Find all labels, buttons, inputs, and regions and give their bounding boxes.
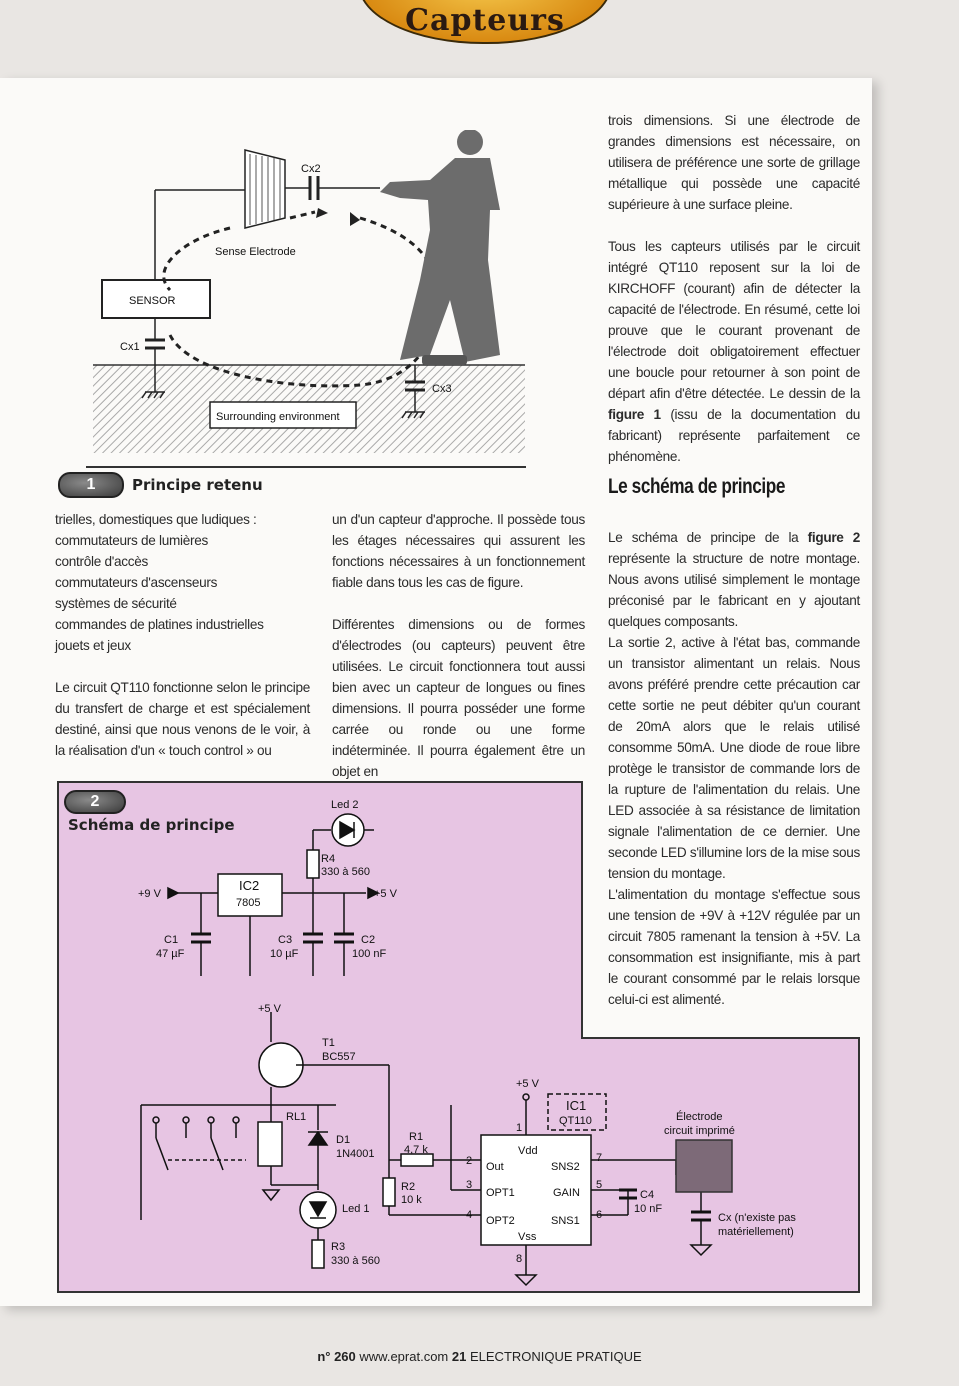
label-led1: Led 1 [342, 1203, 370, 1215]
label-out: Out [486, 1161, 504, 1173]
person-silhouette [380, 130, 500, 365]
figure-1-caption [58, 472, 263, 498]
label-r3: R3 [331, 1241, 346, 1253]
label-r1: R1 [409, 1131, 424, 1143]
label-opt2: OPT2 [486, 1215, 515, 1227]
label-r4: R4 [321, 853, 336, 865]
label-electrode1: Électrode [676, 1111, 723, 1123]
paragraph-text: (issu de la documentation du fabricant) représente parfaitement ce phénomène. [608, 407, 861, 464]
figure-1-diagram [60, 130, 540, 470]
label-surrounding: Surrounding environment [216, 411, 340, 423]
figure-2-badge [64, 790, 126, 814]
list-line: contrôle d'accès [55, 554, 149, 569]
label-cx2: matériellement) [718, 1226, 794, 1238]
label-vdd: Vdd [518, 1145, 538, 1157]
label-c4: C4 [640, 1189, 655, 1201]
label-vin: +9 V [138, 888, 161, 900]
label-c4-val: 10 nF [634, 1203, 663, 1215]
list-line: trielles, domestiques que ludiques : [55, 512, 257, 527]
column-middle [332, 509, 585, 782]
figure-2-schematic [56, 780, 862, 1296]
section-heading: Le schéma de principe [608, 475, 786, 498]
label-sensor: SENSOR [129, 295, 176, 307]
paragraph: La sortie 2, active à l'état bas, commande un transistor alimentant un relais. Nous avons préféré prendre cette précaution car cette sortie ne peut débiter qu'un courant de 20mA alors que le relais utilisé consomme 50mA. Une diode de roue libre protège le transistor de commande lors de la rupture de l'alimentation du relais. Une LED associée à sa résistance de limitation signale l'alimentation de ce dernier. Une seconde LED s'illumine lors de la mise sous tension du montage. [608, 635, 860, 881]
label-r1-val: 4,7 k [404, 1144, 428, 1156]
label-led2: Led 2 [331, 799, 359, 811]
figure-1-number: 1 [58, 472, 124, 498]
footer-page: 21 [451, 1349, 467, 1364]
list-line: systèmes de sécurité [55, 596, 177, 611]
label-d1: D1 [336, 1134, 351, 1146]
label-r2-val: 10 k [401, 1194, 422, 1206]
paragraph [608, 236, 860, 467]
footer-magazine: ELECTRONIQUE PRATIQUE [469, 1349, 642, 1364]
figure-2-title: Schéma de principe [68, 816, 235, 834]
electrode-pad [676, 1140, 732, 1192]
column-left [55, 509, 310, 761]
label-sns2: SNS2 [551, 1161, 580, 1173]
column-right [608, 110, 860, 467]
figure-2-number: 2 [64, 790, 126, 814]
label-gain: GAIN [553, 1187, 580, 1199]
pin-8: 8 [516, 1253, 523, 1265]
paragraph: trois dimensions. Si une électrode de grandes dimensions est nécessaire, on utilisera de préférence une sorte de grillage métallique qui possède une capacité supérieure à une surface pleine. [608, 113, 860, 212]
paragraph: Différentes dimensions ou de formes d'électrodes (ou capteurs) peuvent être utilisées. Le circuit fonctionnera tout aussi bien avec un capteur de longues ou fines dimensions. Il pourra posséder une forme carrée ou ronde ou une forme indéterminée. Il pourra également être un objet en [332, 617, 585, 779]
sense-electrode-shape [245, 150, 285, 228]
label-v5-t1: +5 V [258, 1003, 281, 1015]
list-line: commandes de platines industrielles [55, 617, 264, 632]
figure-1-title: Principe retenu [132, 476, 263, 494]
label-v5-ic1: +5 V [516, 1078, 539, 1090]
pin-5: 5 [596, 1179, 603, 1191]
paragraph-text: Tous les capteurs utilisés par le circuit intégré QT110 reposent sur la loi de KIRCHOFF (courant) afin de détecter la capacité de l'électrode. En résumé, cette loi prouve que le courant provenant de l'électrode doit obligatoirement effectuer une boucle pour retourner à son point de départ afin d'être détectée. Le dessin de la [608, 239, 860, 401]
paragraph: Le circuit QT110 fonctionne selon le principe du transfert de charge et est spécialement destiné, ainsi que nous venons de le voir, à la réalisation d'un « touch control » ou [55, 680, 310, 758]
pin-2: 2 [466, 1155, 473, 1167]
list-line: commutateurs d'ascenseurs [55, 575, 218, 590]
label-rl1: RL1 [286, 1111, 307, 1123]
paragraph: un d'un capteur d'approche. Il possède tous les étages nécessaires qui assurent les fonctions nécessaires à un fonctionnement fiable dans tous les cas de figure. [332, 512, 585, 590]
label-ic1-part: QT110 [559, 1115, 592, 1127]
label-opt1: OPT1 [486, 1187, 515, 1199]
label-r3-val: 330 à 560 [331, 1255, 380, 1267]
label-vss: Vss [518, 1231, 537, 1243]
pin-1: 1 [516, 1122, 523, 1134]
pin-6: 6 [596, 1209, 603, 1221]
paragraph-text: Le schéma de principe de la [608, 530, 808, 545]
paragraph [608, 527, 860, 632]
label-r2: R2 [401, 1181, 416, 1193]
label-c1-val: 47 µF [156, 948, 185, 960]
paragraph: L'alimentation du montage s'effectue sous une tension de +9V à +12V régulée par un circuit 7805 ramenant la tension à +5V. La consommation est insignifiante, mis à part le courant consommé par le relais lorsque celui-ci est alimenté. [608, 887, 860, 1007]
label-t1-part: BC557 [322, 1051, 356, 1063]
label-cx1: Cx (n'existe pas [718, 1212, 796, 1224]
label-electrode2: circuit imprimé [664, 1125, 735, 1137]
paragraph-text: représente la structure de notre montage. Nous avons utilisé simplement le montage préconisé par le fabricant en y ajoutant quelques composants. [608, 551, 860, 629]
footer-issue: n° 260 [317, 1349, 356, 1364]
footer-site: www.eprat.com [359, 1349, 449, 1364]
label-sns1: SNS1 [551, 1215, 580, 1227]
label-c2: C2 [361, 934, 376, 946]
figure-1-rule [86, 466, 526, 468]
list-line: commutateurs de lumières [55, 533, 208, 548]
label-cx3: Cx3 [432, 383, 452, 395]
figure-ref: figure 1 [608, 407, 661, 422]
pin-7: 7 [596, 1152, 603, 1164]
label-c1: C1 [164, 934, 179, 946]
label-t1: T1 [322, 1037, 335, 1049]
pin-3: 3 [466, 1179, 473, 1191]
label-c3: C3 [278, 934, 293, 946]
section-banner [358, 0, 612, 44]
label-cx2: Cx2 [301, 163, 321, 175]
label-r4-val: 330 à 560 [321, 866, 370, 878]
label-c3-val: 10 µF [270, 948, 299, 960]
pin-4: 4 [466, 1209, 473, 1221]
label-ic2-part: 7805 [236, 897, 261, 909]
label-c2-val: 100 nF [352, 948, 387, 960]
label-cx1: Cx1 [120, 341, 140, 353]
label-ic1: IC1 [566, 1098, 587, 1113]
label-ic2: IC2 [239, 878, 260, 893]
banner-line2: Capteurs [405, 3, 565, 38]
figure-ref: figure 2 [807, 530, 861, 545]
label-sense-electrode: Sense Electrode [215, 246, 296, 258]
label-vout: +5 V [374, 888, 397, 900]
page-footer [0, 1349, 959, 1364]
list-line: jouets et jeux [55, 638, 131, 653]
label-d1-part: 1N4001 [336, 1148, 375, 1160]
